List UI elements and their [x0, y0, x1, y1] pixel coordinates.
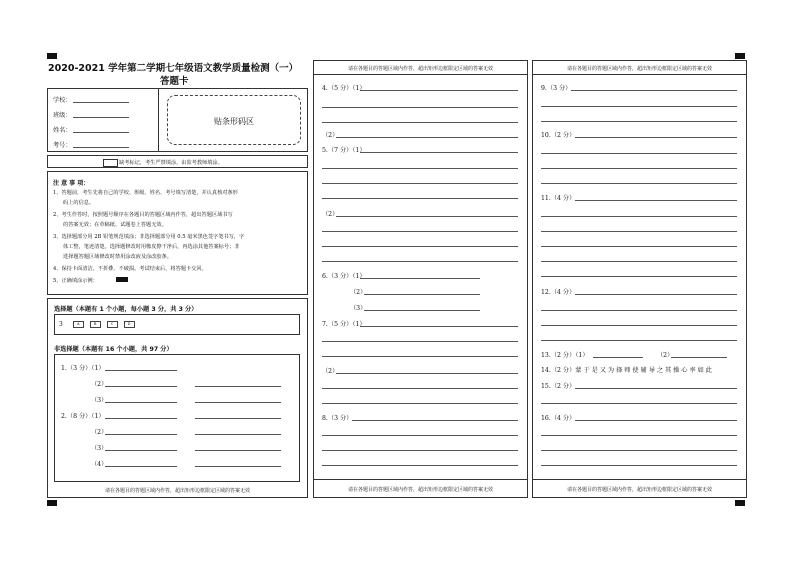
option-b-bubble[interactable]: B — [90, 321, 101, 328]
notice-item: 2、考生作答时，按照题号顺序在各题目的答题区域内作答，超出答题区域书写 — [53, 212, 233, 218]
warning-note: 请在各题目的答题区域内作答，超出矩形边框限定区域的答案无效 — [566, 66, 712, 72]
notice-item: 5、正确填涂示例： — [53, 278, 98, 284]
registration-mark — [47, 53, 57, 59]
warning-note: 请在各题目的答题区域内作答，超出矩形边框限定区域的答案无效 — [347, 66, 493, 72]
school-label: 学校： — [53, 97, 72, 104]
question-label: 11.（4 分） — [541, 195, 576, 202]
option-d-bubble[interactable]: D — [124, 321, 135, 328]
nonchoice-heading: 非选择题（本题有 16 个小题，共 97 分） — [54, 346, 173, 353]
question-label: 5.（7 分）（1） — [322, 147, 366, 154]
option-a-bubble[interactable]: A — [73, 321, 84, 328]
option-c-bubble[interactable]: C — [107, 321, 118, 328]
choice-heading: 选择题（本题有 1 个小题，每小题 3 分，共 3 分） — [54, 306, 198, 313]
notice-item: 1、答题前，考生先将自己的学校、班级、姓名、考号填写清楚，并认真核对条形 — [53, 190, 238, 196]
page-subtitle: 答题卡 — [160, 76, 189, 87]
student-info-box — [47, 88, 308, 152]
nonchoice-box — [54, 354, 300, 482]
notice-item: 体工整，笔迹清楚。选择题修改时用橡皮擦干净后，再选涂其他答案标号；非 — [63, 244, 240, 250]
fill-example — [116, 277, 128, 282]
question-label: 1.（3 分）（1） — [61, 365, 105, 372]
question-label: （2） — [322, 132, 339, 139]
question-label: 14.（2 分）蒙 于 是 又 为 择 师 使 辅 导 之 其 操 心 率 如 此 — [541, 367, 712, 374]
question-label: （2） — [91, 381, 108, 388]
notice-box — [47, 171, 308, 295]
question-label: 10.（2 分） — [541, 132, 576, 139]
answer-area-1 — [47, 298, 308, 498]
registration-mark — [735, 500, 745, 506]
warning-note: 请在各题目的答题区域内作答，超出矩形边框限定区域的答案无效 — [566, 487, 712, 493]
question-label: （2） — [350, 289, 367, 296]
question-label: 6.（3 分）（1） — [322, 273, 366, 280]
question-label: （2） — [91, 429, 108, 436]
registration-mark — [735, 53, 745, 59]
warning-note: 请在各题目的答题区域内作答，超出矩形边框限定区域的答案无效 — [104, 488, 250, 494]
class-label: 班级： — [53, 112, 72, 119]
notice-item: 4、保持卡面清洁，不折叠、不破损。考试结束后，将答题卡交回。 — [53, 266, 207, 272]
answer-area-3 — [532, 60, 747, 498]
question-label: 15.（2 分） — [541, 383, 576, 390]
notice-item: 选择题答题区域修改时禁用涂改液及涂改胶条。 — [63, 254, 172, 260]
page-title: 2020-2021 学年第二学期七年级语文教学质量检测（一） — [48, 63, 299, 74]
question-label: 9.（3 分） — [541, 85, 572, 92]
absent-checkbox — [103, 159, 118, 167]
question-label: 13.（2 分）（1） — [541, 352, 589, 359]
question-label: 4.（5 分）（1） — [322, 85, 366, 92]
notice-item: 的答案无效；在草稿纸、试题卷上答题无效。 — [63, 222, 167, 228]
answer-area-2 — [313, 60, 528, 498]
question-label: （2） — [322, 211, 339, 218]
question-label: （3） — [91, 397, 108, 404]
question-label: 8.（3 分） — [322, 415, 353, 422]
notice-item: 码上的信息。 — [63, 200, 95, 206]
warning-note: 请在各题目的答题区域内作答，超出矩形边框限定区域的答案无效 — [347, 487, 493, 493]
question-label: （3） — [91, 445, 108, 452]
question-label: 2.（8 分）（1） — [61, 413, 105, 420]
registration-mark — [47, 500, 57, 506]
question-label: （2） — [322, 368, 339, 375]
choice-number: 3 — [59, 321, 63, 328]
choice-box — [54, 314, 300, 335]
exam-number-label: 考号： — [53, 142, 72, 149]
question-label: （3） — [350, 305, 367, 312]
question-label: 12.（4 分） — [541, 289, 576, 296]
notice-item: 3、选择题部分用 2B 铅笔规范填涂；非选择题部分用 0.5 毫米黑色签字笔书写，字 — [53, 234, 245, 240]
barcode-area — [167, 95, 301, 145]
absent-note: 缺考标记，考生严禁填涂，由监考教师填涂。 — [119, 159, 223, 166]
question-label: 16.（4 分） — [541, 415, 576, 422]
notice-heading: 注 意 事 项： — [53, 180, 90, 187]
question-label: （2） — [657, 352, 674, 359]
absent-mark-box — [47, 155, 308, 168]
question-label: 7.（5 分）（1） — [322, 321, 366, 328]
name-label: 姓名： — [53, 127, 72, 134]
question-label: （4） — [91, 461, 108, 468]
barcode-label: 贴条形码区 — [214, 117, 254, 126]
